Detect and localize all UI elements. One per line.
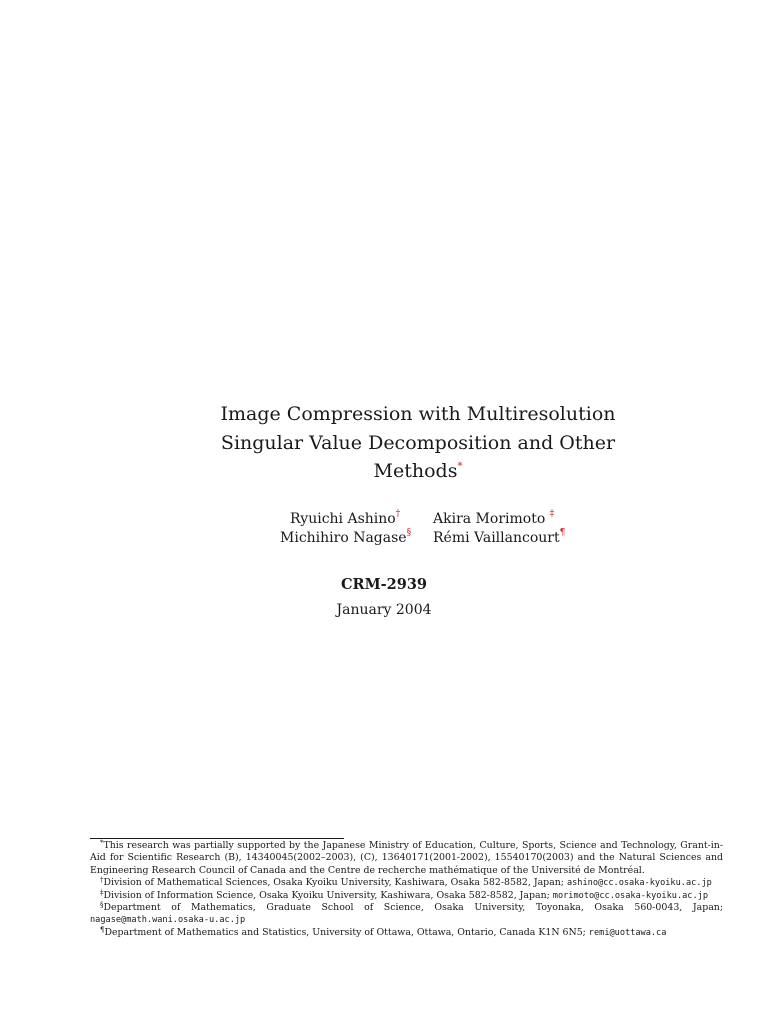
- footnote-text: Department of Mathematics and Statistics, University of Ottawa, Ottawa, Ontario, Canada K1N 6N5;: [104, 926, 589, 938]
- title-line-1: Image Compression with Multiresolution: [220, 403, 616, 425]
- author-footnote-mark[interactable]: §: [406, 528, 412, 538]
- author-nagase: [280, 528, 411, 548]
- author-morimoto: [433, 509, 554, 529]
- author-list: [0, 509, 768, 549]
- footnote-mark: ¶: [100, 925, 105, 934]
- paper-title: [150, 400, 686, 486]
- email-link[interactable]: remi@uottawa.ca: [588, 927, 667, 938]
- author-ashino: [290, 509, 400, 529]
- footnote-text: Department of Mathematics, Graduate School of Science, Osaka University, Toyonaka, Osaka 560-0043, Japan;: [103, 902, 723, 914]
- author-footnote-mark[interactable]: †: [395, 509, 401, 519]
- footnote-vaillancourt: [90, 927, 723, 939]
- footnote-ashino: [90, 877, 723, 889]
- author-name: Akira Morimoto: [433, 511, 550, 527]
- title-line-3-text: Methods: [373, 460, 458, 482]
- footnote-divider: [90, 838, 344, 839]
- title-line-2: Singular Value Decomposition and Other: [220, 431, 616, 454]
- email-link[interactable]: morimoto@cc.osaka-kyoiku.ac.jp: [552, 890, 708, 901]
- email-link[interactable]: nagase@math.wani.osaka-u.ac.jp: [90, 915, 246, 926]
- title-line-3: [150, 457, 686, 486]
- footnote-text: Division of Mathematical Sciences, Osaka Kyoiku University, Kashiwara, Osaka 582-8582, Japan;: [103, 877, 567, 889]
- author-footnote-mark[interactable]: ‡: [549, 509, 555, 519]
- footnote-morimoto: [90, 890, 723, 902]
- author-name: Ryuichi Ashino: [290, 511, 396, 527]
- author-name: Rémi Vaillancourt: [433, 530, 560, 546]
- footnote-text: This research was partially supported by the Japanese Ministry of Education, Culture, Sports, Science and Technology, Grant-in-Aid for Scientific Research (B), 14340045(2002–2003), (C), 13640171(2001-2002), 15540170(2003) and the Natural Sciences and Engineering Research Council of Canada and the Centre de recherche mathématique of the Université de Montréal.: [90, 840, 723, 876]
- report-number: CRM-2939: [340, 576, 428, 593]
- title-footnote-mark[interactable]: *: [457, 461, 463, 472]
- footnote-mark: †: [100, 876, 104, 885]
- footnotes: [90, 840, 723, 939]
- footnote-text: Division of Information Science, Osaka Kyoiku University, Kashiwara, Osaka 582-8582, Japan;: [103, 889, 553, 901]
- author-footnote-mark[interactable]: ¶: [559, 528, 566, 538]
- email-link[interactable]: ashino@cc.osaka-kyoiku.ac.jp: [566, 878, 712, 889]
- footnote-mark: ‡: [100, 888, 104, 897]
- footnote-mark: *: [100, 839, 104, 847]
- publication-date: January 2004: [336, 602, 432, 618]
- author-name: Michihiro Nagase: [280, 530, 407, 546]
- footnote-mark: §: [100, 901, 104, 910]
- author-vaillancourt: [433, 528, 565, 548]
- footnote-funding: [90, 840, 723, 877]
- footnote-nagase: [90, 902, 723, 927]
